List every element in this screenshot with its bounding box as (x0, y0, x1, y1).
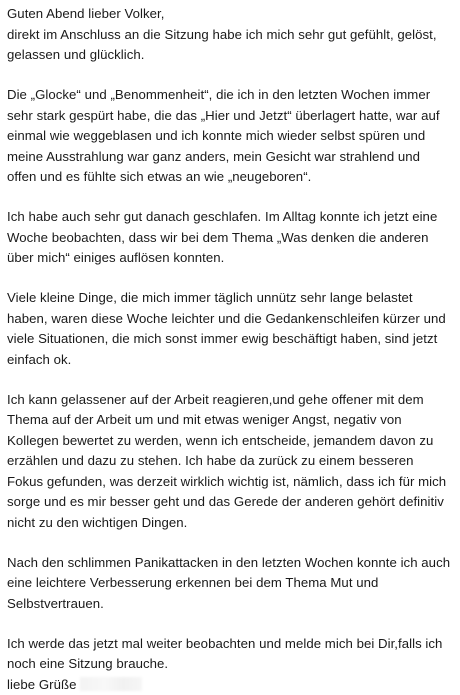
text-line: nicht zu den wichtigen Dingen. (7, 513, 457, 534)
text-line: offen und es fühlte sich etwas an wie „neugeboren“. (7, 167, 457, 188)
text-line: Kollegen bewertet zu werden, wenn ich entscheide, jemandem davon zu (7, 431, 457, 452)
text-line: haben, waren diese Woche leichter und die Gedankenschleifen kürzer und (7, 309, 457, 330)
paragraph-work (7, 390, 457, 534)
paragraph-small-things (7, 288, 457, 370)
text-line: sorge und es mir besser geht und das Gerede der anderen gehört definitiv (7, 492, 457, 513)
text-line: Ich werde das jetzt mal weiter beobachten und melde mich bei Dir,falls ich (7, 634, 457, 655)
text-line: Woche beobachten, dass wir bei dem Thema „Was denken die anderen (7, 228, 457, 249)
closing-text: liebe Grüße (7, 677, 76, 692)
text-line: Nach den schlimmen Panikattacken in den letzten Wochen konnte ich auch (7, 553, 457, 574)
text-line: viele Situationen, die mich sonst immer ewig beschäftigt haben, sind jetzt (7, 329, 457, 350)
paragraph-greeting (7, 4, 457, 66)
text-line: Ich habe auch sehr gut danach geschlafen. Im Alltag konnte ich jetzt eine (7, 207, 457, 228)
text-line: Ich kann gelassener auf der Arbeit reagieren,und gehe offener mit dem (7, 390, 457, 411)
paragraph-panic (7, 553, 457, 615)
text-line: einfach ok. (7, 350, 457, 371)
paragraph-sleep (7, 207, 457, 269)
text-line: über mich“ einiges auflösen konnten. (7, 248, 457, 269)
text-line: Selbstvertrauen. (7, 594, 457, 615)
email-body (7, 4, 457, 695)
text-line: erzählen und dazu zu stehen. Ich habe da zurück zu einem besseren (7, 451, 457, 472)
paragraph-outlook (7, 634, 457, 675)
text-line: direkt im Anschluss an die Sitzung habe ich mich sehr gut gefühlt, gelöst, (7, 25, 457, 46)
text-line: gelassen und glücklich. (7, 45, 457, 66)
text-line: Guten Abend lieber Volker, (7, 4, 457, 25)
redacted-signature (80, 677, 142, 691)
text-line: sehr stark gespürt habe, die das „Hier und Jetzt“ überlagert hatte, war auf (7, 106, 457, 127)
text-line: Viele kleine Dinge, die mich immer täglich unnütz sehr lange belastet (7, 288, 457, 309)
paragraph-glocke (7, 85, 457, 188)
closing-line (7, 675, 457, 695)
text-line: Fokus gefunden, was derzeit wirklich wichtig ist, nämlich, dass ich für mich (7, 472, 457, 493)
text-line: einmal wie weggeblasen und ich konnte mich wieder selbst spüren und (7, 126, 457, 147)
text-line: eine leichtere Verbesserung erkennen bei dem Thema Mut und (7, 573, 457, 594)
text-line: meine Ausstrahlung war ganz anders, mein Gesicht war strahlend und (7, 147, 457, 168)
text-line: Thema auf der Arbeit um und mit etwas weniger Angst, negativ von (7, 410, 457, 431)
text-line: Die „Glocke“ und „Benommenheit“, die ich in den letzten Wochen immer (7, 85, 457, 106)
text-line: noch eine Sitzung brauche. (7, 654, 457, 675)
